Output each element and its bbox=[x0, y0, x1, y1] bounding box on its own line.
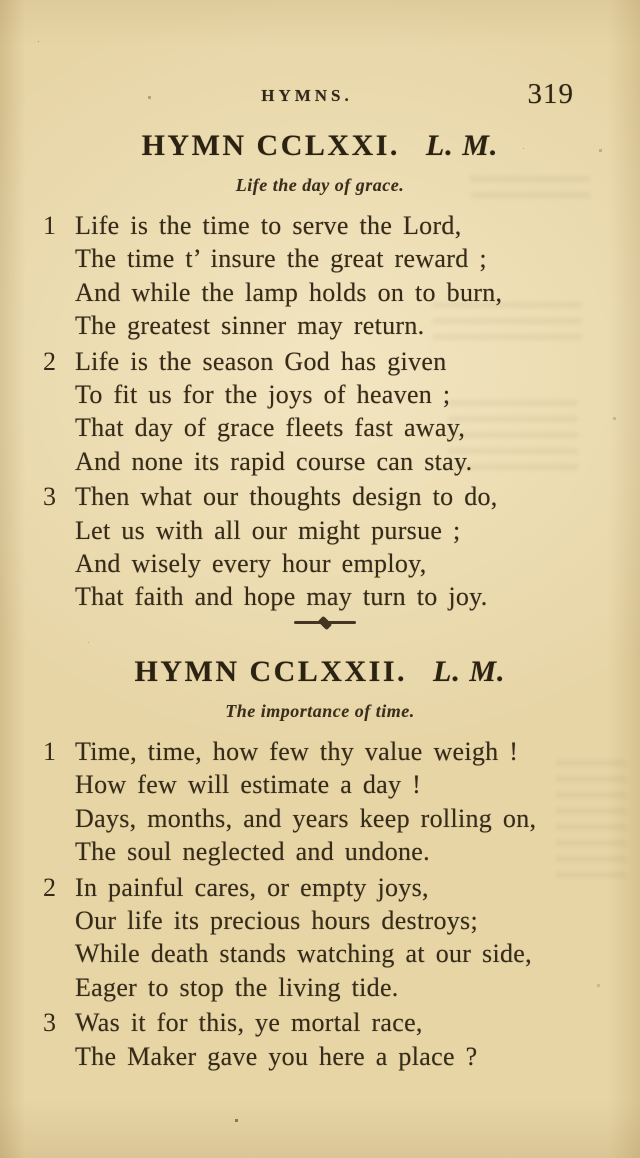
verse-line: And none its rapid course can stay. bbox=[75, 446, 473, 476]
verse bbox=[0, 1006, 640, 1073]
verse-line: In painful cares, or empty joys, bbox=[75, 872, 429, 902]
verses bbox=[0, 735, 640, 1073]
verse-line: That faith and hope may turn to joy. bbox=[75, 582, 488, 612]
running-title: HYMNS. bbox=[261, 86, 353, 105]
verse-line: Our life its precious hours destroys; bbox=[75, 906, 478, 936]
verse-line: Let us with all our might pursue ; bbox=[75, 515, 461, 545]
verse-line: The greatest sinner may return. bbox=[75, 311, 425, 341]
section-divider-ornament bbox=[294, 621, 356, 624]
verse-number: 1 bbox=[43, 737, 56, 766]
verse-number: 3 bbox=[43, 482, 56, 512]
verse-line: Life is the season God has given bbox=[75, 346, 447, 376]
show-through-smudge bbox=[556, 758, 626, 878]
page-number: 319 bbox=[527, 78, 574, 110]
verse-line: And wisely every hour employ, bbox=[75, 549, 427, 579]
verse-line: That day of grace fleets fast away, bbox=[75, 413, 466, 443]
verse bbox=[0, 480, 640, 614]
hymn-title bbox=[0, 127, 640, 164]
verse-number: 1 bbox=[43, 211, 56, 240]
hymn-subtitle: Life the day of grace. bbox=[235, 175, 405, 195]
hymn-cclxxii bbox=[0, 653, 640, 1075]
verse-line: Then what our thoughts design to do, bbox=[75, 482, 498, 512]
verse-line: Life is the time to serve the Lord, bbox=[75, 211, 462, 240]
verse bbox=[0, 735, 640, 869]
hymn-cclxxi bbox=[0, 127, 640, 616]
hymn-meter: L. M. bbox=[433, 655, 506, 688]
verse-line: How few will estimate a day ! bbox=[75, 770, 422, 800]
hymn-subtitle: The importance of time. bbox=[225, 701, 415, 721]
verse bbox=[0, 871, 640, 1005]
hymn-title-text: HYMN CCLXXI. bbox=[141, 129, 400, 162]
show-through-smudge bbox=[470, 168, 590, 198]
show-through-smudge bbox=[432, 296, 582, 340]
hymn-meter: L. M. bbox=[425, 129, 499, 162]
verse-line: To fit us for the joys of heaven ; bbox=[75, 380, 451, 410]
paper-specks bbox=[0, 0, 1, 1]
verse-line: Days, months, and years keep rolling on, bbox=[75, 803, 537, 833]
hymn-title-text: HYMN CCLXXII. bbox=[134, 655, 407, 688]
verse-number: 2 bbox=[43, 872, 56, 902]
verse-line: The Maker gave you here a place ? bbox=[75, 1041, 478, 1071]
verse-line: The time t’ insure the great reward ; bbox=[75, 244, 487, 274]
verse-line: Time, time, how few thy value weigh ! bbox=[75, 737, 519, 766]
verse-line: Was it for this, ye mortal race, bbox=[75, 1008, 423, 1038]
verse-line: Eager to stop the living tide. bbox=[75, 972, 399, 1002]
verse-number: 2 bbox=[43, 346, 56, 376]
show-through-smudge bbox=[448, 392, 578, 470]
hymn-title bbox=[0, 653, 640, 690]
verse-number: 3 bbox=[43, 1008, 56, 1038]
verse-line: And while the lamp holds on to burn, bbox=[75, 277, 503, 307]
verse-line: The soul neglected and undone. bbox=[75, 837, 430, 867]
verse-line: While death stands watching at our side, bbox=[75, 939, 532, 969]
